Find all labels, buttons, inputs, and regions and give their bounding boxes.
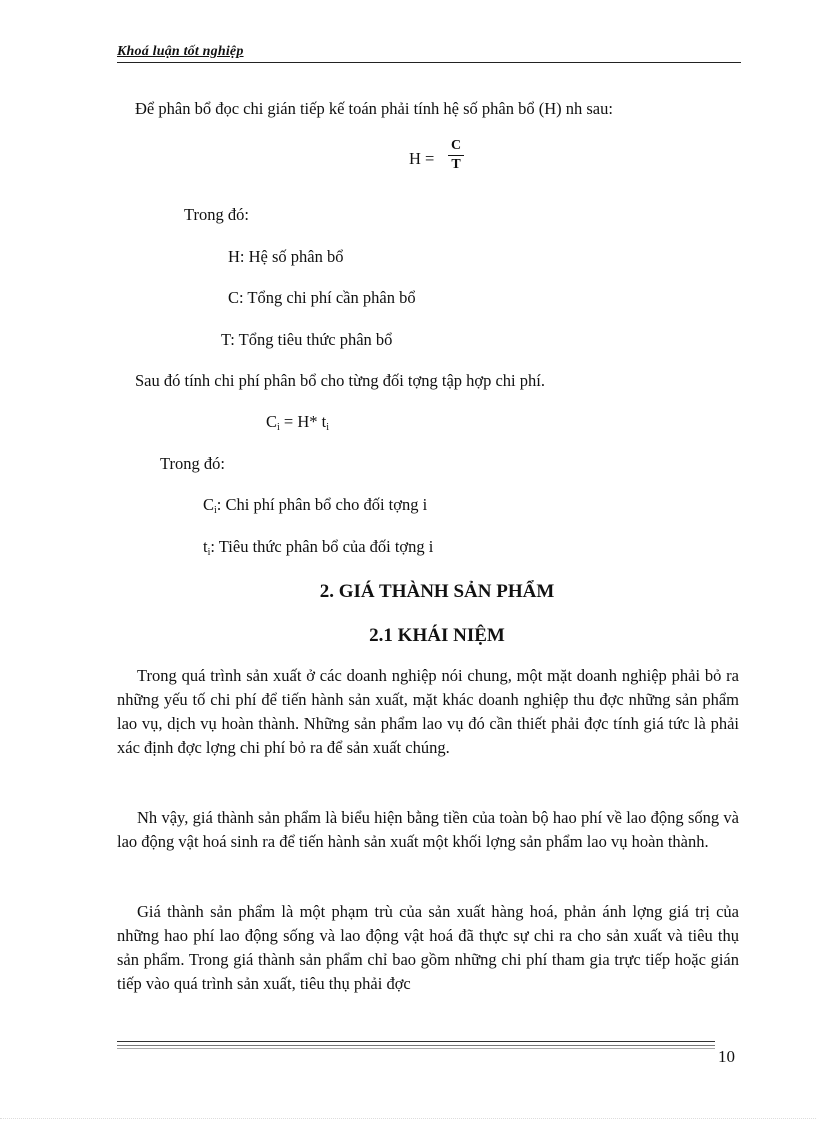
footer-rule-2 — [117, 1045, 715, 1046]
where2-label: Trong đó: — [160, 454, 225, 473]
where2-item2-prefix: t — [203, 537, 208, 556]
where2-item2-sub: i — [207, 547, 211, 558]
where2-item1-prefix: C — [203, 495, 215, 514]
where2-item-ti — [203, 537, 433, 558]
subsection-heading: 2.1 KHÁI NIỆM — [369, 625, 505, 646]
formula2 — [266, 412, 329, 433]
footer-rule — [117, 1041, 715, 1042]
formula2-middle: = H* t — [279, 412, 327, 431]
page-number: 10 — [718, 1047, 735, 1066]
where1-item-c: C: Tổng chi phí cần phân bổ — [228, 288, 416, 307]
where1-item-t: T: Tổng tiêu thức phân bổ — [221, 330, 393, 349]
formula2-t-sub: i — [326, 422, 330, 433]
where1-item-h: H: Hệ số phân bổ — [228, 247, 344, 266]
fraction-bar — [448, 155, 464, 156]
bottom-dotted-line — [0, 1118, 816, 1119]
header-title: Khoá luận tốt nghiệp — [117, 44, 244, 59]
formula1-fraction — [448, 138, 464, 173]
after-line: Sau đó tính chi phí phân bổ cho từng đối tợng tập hợp chi phí. — [135, 371, 545, 390]
formula1-numerator: C — [450, 138, 462, 153]
formula2-c: C — [266, 412, 278, 431]
intro-line: Để phân bổ đọc chi gián tiếp kế toán phải tính hệ số phân bổ (H) nh sau: — [135, 99, 613, 118]
where2-item-ci — [203, 495, 427, 516]
formula1-lhs: H = — [409, 149, 435, 168]
footer-rule-3 — [117, 1048, 715, 1049]
where2-item2-text: : Tiêu thức phân bổ của đối tợng i — [210, 537, 434, 556]
section-heading: 2. GIÁ THÀNH SẢN PHẨM — [319, 581, 555, 602]
header-rule — [117, 62, 741, 63]
where2-item1-sub: i — [214, 505, 217, 516]
paragraph-1: Trong quá trình sản xuất ở các doanh nghiệp nói chung, một mặt doanh nghiệp phải bỏ ra những yếu tố chi phí để tiến hành sản xuất, mặt khác doanh nghiệp thu đợc những sản phẩm lao vụ, dịch vụ hoàn thành. Những sản phẩm lao vụ đó cần thiết phải đợc tính giá tức là phải xác định đợc lợng chi phí bỏ ra để sản xuất chúng. — [117, 666, 739, 757]
paragraph-3: Giá thành sản phẩm là một phạm trù của sản xuất hàng hoá, phản ánh lợng giá trị của những hao phí lao động sống và lao động vật hoá đã thực sự chi ra cho sản xuất và tiêu thụ sản phẩm. Trong giá thành sản phẩm chỉ bao gồm những chi phí tham gia trực tiếp hoặc gián tiếp vào quá trình sản xuất, tiêu thụ phải đợc — [117, 902, 739, 993]
formula1-denominator: T — [451, 157, 461, 172]
formula2-c-sub: i — [277, 422, 280, 433]
where1-label: Trong đó: — [184, 205, 249, 224]
paragraph-2: Nh vậy, giá thành sản phẩm là biểu hiện bằng tiền của toàn bộ hao phí về lao động sống và lao động vật hoá sinh ra để tiến hành sản xuất một khối lợng sản phẩm lao vụ hoàn thành. — [117, 808, 739, 851]
where2-item1-text: : Chi phí phân bổ cho đối tợng i — [216, 495, 428, 514]
